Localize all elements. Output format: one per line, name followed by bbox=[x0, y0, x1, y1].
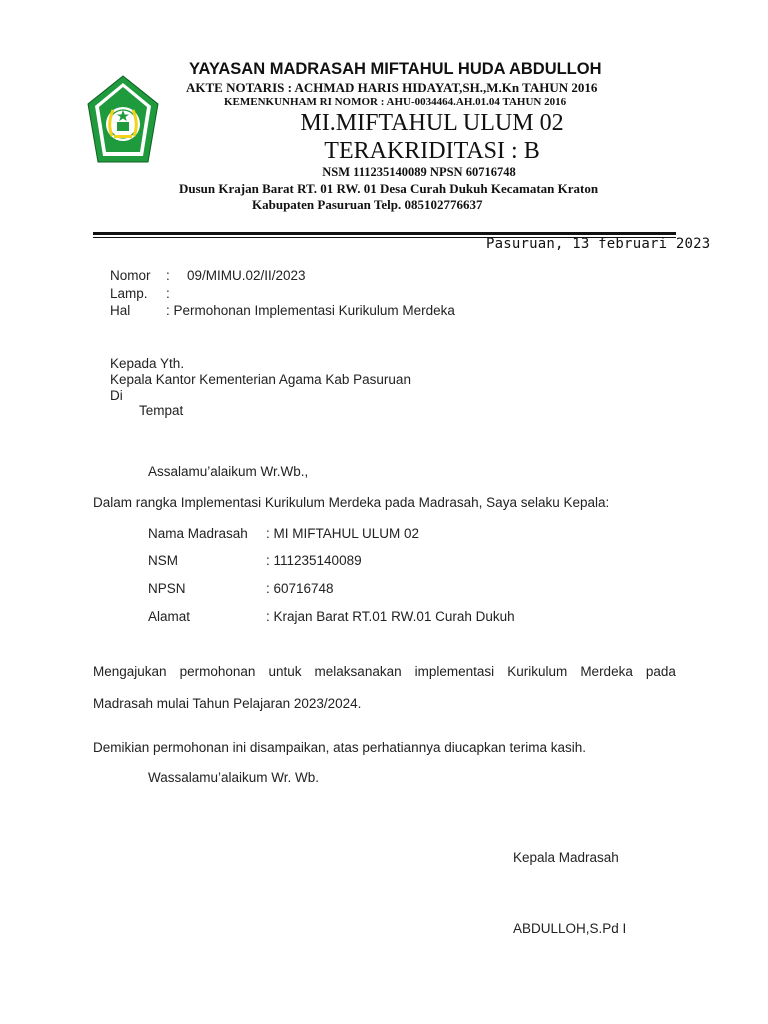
request-word: untuk bbox=[268, 664, 302, 679]
accreditation-status: TERAKRIDITASI : B bbox=[324, 138, 540, 164]
recipient-salutation: Kepada Yth. bbox=[110, 356, 185, 371]
nsm-npsn-line: NSM 111235140089 NPSN 60716748 bbox=[322, 165, 516, 179]
intro-paragraph: Dalam rangka Implementasi Kurikulum Merdeka pada Madrasah, Saya selaku Kepala: bbox=[93, 495, 610, 510]
nomor-colon: : bbox=[166, 268, 170, 283]
request-word: melaksanakan bbox=[314, 664, 402, 679]
detail-value: : Krajan Barat RT.01 RW.01 Curah Dukuh bbox=[266, 609, 515, 624]
closing-paragraph: Demikian permohonan ini disampaikan, atas perhatiannya diucapkan terima kasih. bbox=[93, 740, 587, 755]
detail-label: Nama Madrasah bbox=[148, 526, 248, 541]
foundation-name: YAYASAN MADRASAH MIFTAHUL HUDA ABDULLOH bbox=[189, 60, 602, 78]
request-word: permohonan bbox=[179, 664, 256, 679]
hal-value: : Permohonan Implementasi Kurikulum Merdeka bbox=[166, 303, 455, 318]
letter-date: Pasuruan, 13 februari 2023 bbox=[486, 236, 711, 252]
request-word: Merdeka bbox=[580, 664, 633, 679]
hal-label: Hal bbox=[110, 303, 131, 318]
nomor-label: Nomor bbox=[110, 268, 151, 283]
recipient-di: Di bbox=[110, 388, 123, 403]
greeting: Assalamu’alaikum Wr.Wb., bbox=[148, 464, 309, 479]
kemenkumham-decree: KEMENKUNHAM RI NOMOR : AHU-0034464.AH.01.04 TAHUN 2016 bbox=[224, 96, 567, 108]
address-line-1: Dusun Krajan Barat RT. 01 RW. 01 Desa Curah Dukuh Kecamatan Kraton bbox=[179, 181, 599, 196]
detail-label: NPSN bbox=[148, 581, 186, 596]
detail-value: : 60716748 bbox=[266, 581, 334, 596]
recipient-office: Kepala Kantor Kementerian Agama Kab Pasuruan bbox=[110, 372, 411, 387]
detail-label: NSM bbox=[148, 553, 178, 568]
request-word: implementasi bbox=[414, 664, 495, 679]
school-name: MI.MIFTAHUL ULUM 02 bbox=[300, 110, 564, 136]
signature-title: Kepala Madrasah bbox=[513, 850, 619, 865]
nomor-value: 09/MIMU.02/II/2023 bbox=[187, 268, 306, 283]
detail-value: : 111235140089 bbox=[266, 553, 362, 568]
lamp-label: Lamp. bbox=[110, 286, 148, 301]
request-line-1 bbox=[93, 664, 676, 679]
request-word: pada bbox=[645, 664, 676, 679]
detail-value: : MI MIFTAHUL ULUM 02 bbox=[266, 526, 420, 541]
address-line-2: Kabupaten Pasuruan Telp. 085102776637 bbox=[252, 197, 483, 212]
farewell: Wassalamu’alaikum Wr. Wb. bbox=[148, 770, 320, 785]
detail-label: Alamat bbox=[148, 609, 191, 624]
lamp-colon: : bbox=[166, 286, 170, 301]
request-line-2: Madrasah mulai Tahun Pelajaran 2023/2024. bbox=[93, 696, 362, 711]
recipient-place: Tempat bbox=[139, 403, 184, 418]
notary-deed: AKTE NOTARIS : ACHMAD HARIS HIDAYAT,SH.,M.Kn TAHUN 2016 bbox=[186, 80, 598, 95]
request-word: Mengajukan bbox=[93, 664, 167, 679]
signature-name: ABDULLOH,S.Pd I bbox=[513, 921, 627, 936]
request-word: Kurikulum bbox=[507, 664, 568, 679]
header-divider-thick bbox=[93, 232, 676, 235]
